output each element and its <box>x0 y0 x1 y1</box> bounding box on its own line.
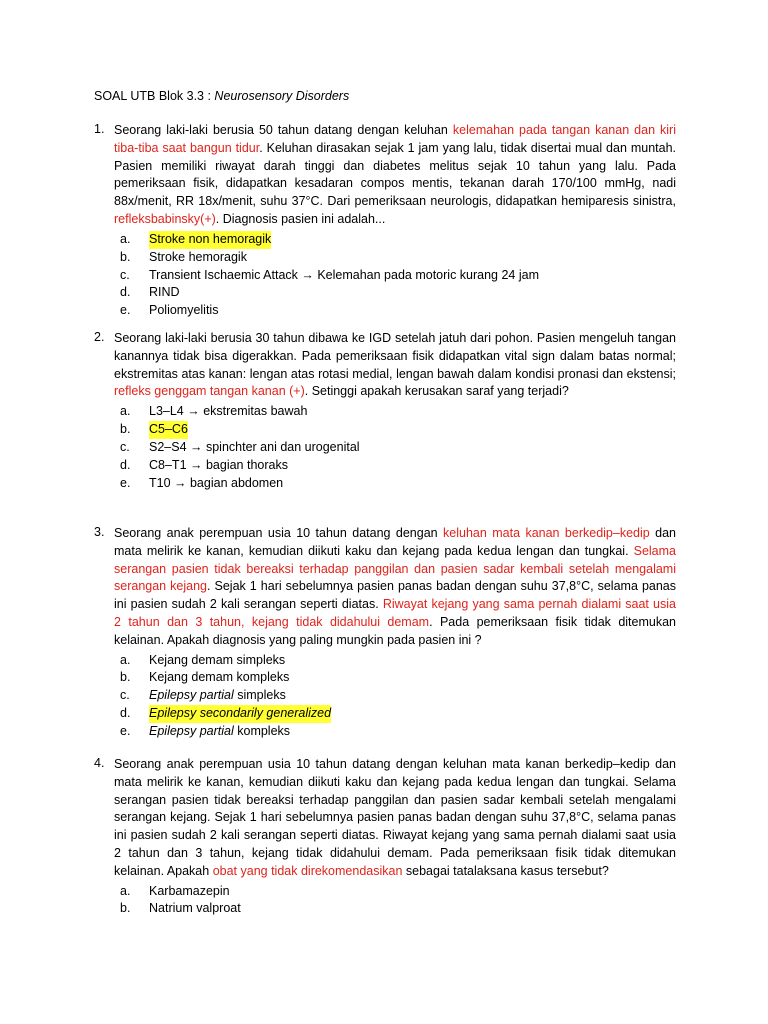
answer-options <box>94 652 676 741</box>
question-text-segment: Seorang anak perempuan usia 10 tahun datang dengan <box>114 526 444 540</box>
option-letter: a. <box>120 231 131 246</box>
option-text: Stroke hemoragik <box>149 249 247 264</box>
answer-option-d[interactable] <box>94 284 676 302</box>
question-emphasis-segment: refleksbabinsky(+) <box>114 211 216 226</box>
document-title <box>94 87 349 105</box>
answer-option-c[interactable] <box>94 267 676 285</box>
question-text-segment: Seorang anak perempuan usia 10 tahun datang dengan keluhan mata kanan berkedip–kedip dan mata melirik ke kanan, kemudian diikuti kaku dan kejang pada kedua lengan dan tungkai. Selama serangan pasien tidak bereaksi terhadap panggilan dan pasien sadar kembali setelah mengalami serangan kejang. Sejak 1 hari sebelumnya pasien panas badan dengan suhu 37,8°C, selama panas ini pasien sudah 2 kali serangan seperti diatas. Riwayat kejang yang sama pernah dialami saat usia 2 tahun dan 3 tahun, kejang tidak didahului demam. Pada pemeriksaan fisik tidak ditemukan kelainan. Apakah <box>114 757 676 878</box>
option-text: L3–L4 → ekstremitas bawah <box>149 404 308 419</box>
option-text-highlighted: Epilepsy secondarily generalized <box>149 705 331 723</box>
question-text-segment: Seorang laki-laki berusia 30 tahun dibawa ke IGD setelah jatuh dari pohon. Pasien mengeluh tangan kanannya tidak bisa digerakkan. Pada pemeriksaan fisik didapatkan vital sign dalam batas normal; ekstremitas atas kanan: lengan atas rotasi medial, lengan bawah dalam kondisi pronasi dan ekstensi; <box>114 331 676 381</box>
option-text: C8–T1 → bagian thoraks <box>149 457 288 472</box>
answer-options <box>94 403 676 492</box>
question-2 <box>94 330 676 493</box>
option-letter: b. <box>120 249 131 264</box>
answer-option-a[interactable] <box>94 231 676 249</box>
option-text-rest: kompleks <box>233 724 291 739</box>
question-emphasis-segment: Riwayat kejang yang sama pernah dialami saat usia 2 tahun dan 3 tahun, kejang tidak didahului demam <box>114 597 676 629</box>
option-letter: a. <box>120 404 131 419</box>
option-text-italic: Epilepsy partial <box>149 724 234 739</box>
question-number: 3. <box>94 525 105 539</box>
option-text-rest: simpleks <box>233 688 286 703</box>
question-text-segment: . Pada pemeriksaan fisik tidak ditemukan kelainan. Apakah diagnosis yang paling mungkin pada pasien ini ? <box>114 614 676 647</box>
option-letter: a. <box>120 652 131 667</box>
question-text-segment: sebagai tatalaksana kasus tersebut? <box>402 863 609 878</box>
option-text: Transient Ischaemic Attack → Kelemahan pada motoric kurang 24 jam <box>149 267 540 282</box>
answer-option-b[interactable] <box>94 900 676 918</box>
question-emphasis-segment: Selama serangan pasien tidak bereaksi terhadap panggilan dan pasien sadar kembali setelah mengalami serangan kejang <box>114 543 676 594</box>
answer-option-a[interactable] <box>94 652 676 670</box>
question-text-segment: . Setinggi apakah kerusakan saraf yang terjadi? <box>304 384 569 399</box>
question-number: 2. <box>94 330 105 344</box>
option-letter: d. <box>120 457 131 472</box>
question-text <box>114 330 676 401</box>
option-letter: b. <box>120 670 131 685</box>
option-text-italic: Epilepsy partial <box>149 688 234 703</box>
answer-option-d[interactable] <box>94 705 676 723</box>
question-text <box>114 756 676 881</box>
title-topic: Neurosensory Disorders <box>214 89 350 103</box>
option-letter: e. <box>120 724 131 739</box>
option-letter: c. <box>120 688 130 703</box>
answer-option-c[interactable] <box>94 687 676 705</box>
answer-option-d[interactable] <box>94 457 676 475</box>
option-letter: b. <box>120 422 131 437</box>
option-text <box>149 723 290 741</box>
title-prefix: SOAL UTB Blok 3.3 : <box>94 89 215 103</box>
answer-option-b[interactable] <box>94 669 676 687</box>
question-emphasis-segment: refleks genggam tangan kanan (+) <box>114 384 305 399</box>
answer-option-a[interactable] <box>94 883 676 901</box>
question-emphasis-segment: keluhan mata kanan berkedip–kedip <box>443 526 650 540</box>
question-3 <box>94 525 676 741</box>
answer-option-b[interactable] <box>94 421 676 439</box>
option-text: Poliomyelitis <box>149 303 219 318</box>
option-text: RIND <box>149 285 180 300</box>
question-emphasis-segment: kelemahan pada tangan kanan dan kiri tiba-tiba saat bangun tidur <box>114 123 676 155</box>
option-letter: d. <box>120 285 131 300</box>
answer-option-e[interactable] <box>94 723 676 741</box>
answer-option-c[interactable] <box>94 439 676 457</box>
option-text: Kejang demam simpleks <box>149 652 286 667</box>
option-text: Kejang demam kompleks <box>149 670 290 685</box>
answer-option-b[interactable] <box>94 249 676 267</box>
option-text-highlighted: Stroke non hemoragik <box>149 231 271 249</box>
answer-option-e[interactable] <box>94 475 676 493</box>
question-text-segment: Seorang laki-laki berusia 50 tahun datang dengan keluhan <box>114 123 453 137</box>
question-text-segment: . Sejak 1 hari sebelumnya pasien panas badan dengan suhu 37,8°C, selama panas ini pasien sudah 2 kali serangan seperti diatas. <box>114 579 676 612</box>
option-letter: c. <box>120 439 130 454</box>
option-text: Natrium valproat <box>149 901 241 916</box>
question-text <box>114 122 676 229</box>
option-letter: e. <box>120 303 131 318</box>
question-4 <box>94 756 676 918</box>
answer-options <box>94 883 676 919</box>
option-text: Karbamazepin <box>149 883 230 898</box>
question-text-segment: . Diagnosis pasien ini adalah... <box>215 211 386 226</box>
question-emphasis-segment: obat yang tidak direkomendasikan <box>212 863 403 878</box>
question-text-segment: . Keluhan dirasakan sejak 1 jam yang lalu, tidak disertai mual dan muntah. Pasien memiliki riwayat darah tinggi dan diabetes melitus sejak 10 tahun yang lalu. Pada pemeriksaan fisik, didapatkan kesadaran compos mentis, tekanan darah 170/100 mmHg, nadi 88x/menit, RR 18x/menit, suhu 37°C. Dari pemeriksaan neurologis, didapatkan hemiparesis sinistra, <box>114 140 676 209</box>
option-text: T10 → bagian abdomen <box>149 475 284 490</box>
option-text <box>149 687 286 705</box>
question-text <box>114 525 676 650</box>
option-letter: c. <box>120 267 130 282</box>
question-number: 4. <box>94 756 105 770</box>
question-text-segment: dan mata melirik ke kanan, kemudian diikuti kaku dan kejang pada kedua lengan dan tungkai. <box>114 526 676 558</box>
question-number: 1. <box>94 122 105 136</box>
answer-option-a[interactable] <box>94 403 676 421</box>
option-letter: e. <box>120 475 131 490</box>
option-letter: a. <box>120 883 131 898</box>
answer-options <box>94 231 676 320</box>
question-1 <box>94 122 676 320</box>
option-text: S2–S4 → spinchter ani dan urogenital <box>149 439 360 454</box>
option-letter: d. <box>120 706 131 721</box>
option-letter: b. <box>120 901 131 916</box>
answer-option-e[interactable] <box>94 302 676 320</box>
option-text-highlighted: C5–C6 <box>149 421 188 439</box>
